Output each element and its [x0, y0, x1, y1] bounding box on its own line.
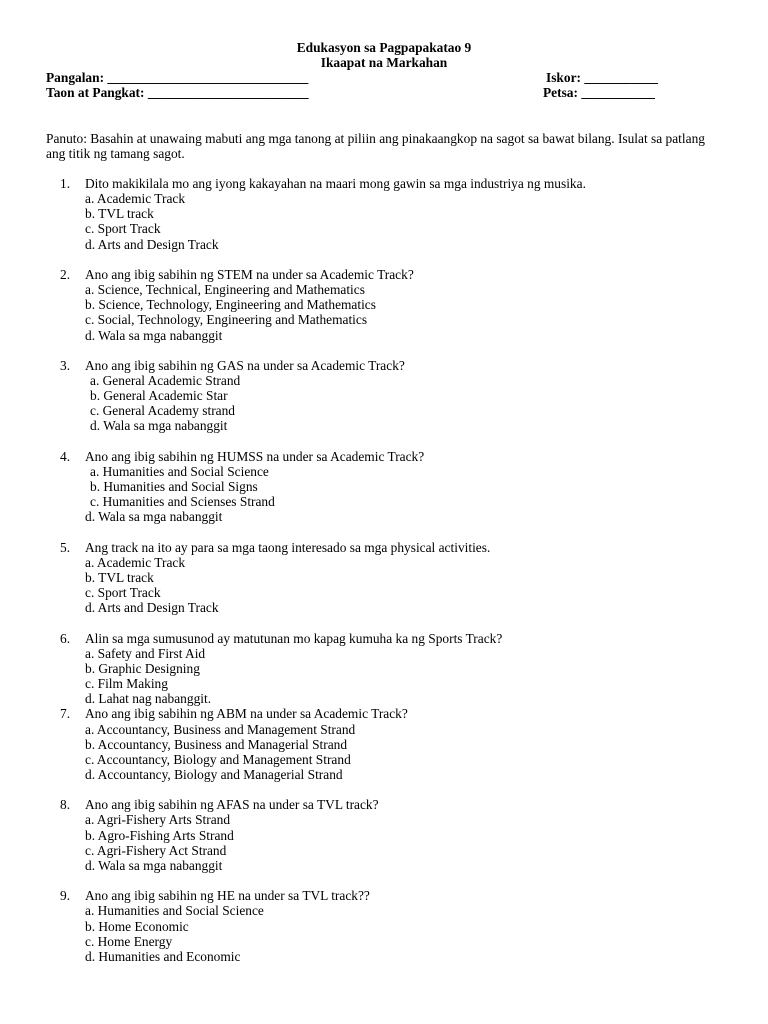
question-text: Ang track na ito ay para sa mga taong interesado sa mga physical activities.	[85, 539, 491, 555]
answer-option: d. Arts and Design Track	[85, 600, 219, 616]
answer-option: d. Lahat nag nabanggit.	[85, 691, 212, 707]
question-number: 1.	[60, 176, 71, 191]
answer-option: d. Wala sa mga nabanggit	[85, 509, 223, 525]
score-label: Iskor:	[546, 70, 581, 85]
section-blank: ________________________	[147, 85, 309, 100]
question-number: 7.	[60, 706, 71, 722]
question-number: 4.	[60, 448, 71, 464]
question-list	[60, 176, 740, 964]
answer-option: b. Agro-Fishing Arts Strand	[85, 827, 234, 843]
answer-option: a. Humanities and Social Science	[90, 463, 269, 479]
question-number: 2.	[60, 266, 71, 282]
section-line	[46, 85, 309, 100]
answer-option: b. Home Economic	[85, 918, 189, 934]
date-line	[543, 85, 655, 100]
question-item	[60, 797, 740, 873]
answer-option: c. Film Making	[85, 676, 168, 692]
question-text: Ano ang ibig sabihin ng ABM na under sa Academic Track?	[85, 706, 408, 722]
answer-option: c. Sport Track	[85, 585, 161, 601]
question-text: Dito makikilala mo ang iyong kakayahan na maari mong gawin sa mga industriya ng musika.	[85, 176, 586, 191]
answer-option: d. Arts and Design Track	[85, 236, 219, 252]
document-title: Edukasyon sa Pagpapakatao 9	[296, 40, 472, 55]
question-item	[60, 267, 740, 343]
question-text: Ano ang ibig sabihin ng AFAS na under sa TVL track?	[85, 797, 379, 813]
question-text: Ano ang ibig sabihin ng HE na under sa TVL track??	[85, 888, 370, 904]
answer-option: a. Safety and First Aid	[85, 645, 206, 661]
answer-option: a. Academic Track	[85, 191, 186, 207]
answer-option: c. Humanities and Scienses Strand	[90, 494, 275, 510]
answer-option: d. Wala sa mga nabanggit	[90, 418, 228, 434]
answer-option: c. Accountancy, Biology and Management Strand	[85, 751, 351, 767]
answer-option: d. Accountancy, Biology and Managerial Strand	[85, 767, 343, 783]
answer-option: a. Humanities and Social Science	[85, 903, 264, 919]
name-label: Pangalan:	[46, 70, 105, 85]
answer-option: b. TVL track	[85, 570, 154, 585]
question-number: 8.	[60, 797, 71, 813]
question-item	[60, 449, 740, 525]
name-blank: ______________________________	[107, 70, 309, 85]
answer-option: d. Wala sa mga nabanggit	[85, 327, 223, 343]
answer-option: c. Social, Technology, Engineering and Mathematics	[85, 312, 368, 328]
score-blank: ___________	[584, 70, 658, 85]
answer-option: d. Humanities and Economic	[85, 948, 241, 964]
question-text: Alin sa mga sumusunod ay matutunan mo kapag kumuha ka ng Sports Track?	[85, 630, 503, 646]
question-text: Ano ang ibig sabihin ng HUMSS na under sa Academic Track?	[85, 448, 425, 464]
answer-option: a. Academic Track	[85, 554, 186, 570]
instructions: Panuto: Basahin at unawaing mabuti ang mga tanong at piliin ang pinakaangkop na sagot sa bawat bilang. Isulat sa patlang ang titik ng tamang sagot.	[46, 131, 705, 162]
question-text: Ano ang ibig sabihin ng GAS na under sa Academic Track?	[85, 357, 405, 373]
answer-option: a. Science, Technical, Engineering and Mathematics	[85, 282, 365, 298]
answer-option: b. Science, Technology, Engineering and Mathematics	[85, 297, 376, 313]
question-item	[60, 706, 740, 782]
answer-option: c. Sport Track	[85, 221, 161, 237]
answer-option: a. Agri-Fishery Arts Strand	[85, 812, 231, 828]
score-line	[546, 70, 658, 85]
answer-option: d. Wala sa mga nabanggit	[85, 857, 223, 873]
question-number: 6.	[60, 630, 71, 646]
question-number: 5.	[60, 539, 71, 555]
question-item	[60, 888, 740, 964]
answer-option: a. Accountancy, Business and Management Strand	[85, 721, 356, 737]
date-blank: ___________	[581, 85, 655, 100]
name-line	[46, 70, 308, 85]
answer-option: c. Home Energy	[85, 933, 173, 949]
question-item	[60, 540, 740, 616]
question-number: 3.	[60, 357, 71, 373]
answer-option: c. Agri-Fishery Act Strand	[85, 842, 227, 858]
answer-option: b. Accountancy, Business and Managerial Strand	[85, 736, 348, 752]
answer-option: b. Humanities and Social Signs	[90, 479, 258, 495]
answer-option: b. General Academic Star	[90, 388, 228, 404]
question-text: Ano ang ibig sabihin ng STEM na under sa Academic Track?	[85, 266, 414, 282]
date-label: Petsa:	[543, 85, 578, 100]
section-label: Taon at Pangkat:	[46, 85, 145, 100]
question-item	[60, 358, 740, 434]
answer-option: b. Graphic Designing	[85, 660, 200, 676]
question-item	[60, 631, 740, 707]
answer-option: b. TVL track	[85, 206, 154, 222]
answer-option: c. General Academy strand	[90, 403, 236, 419]
answer-option: a. General Academic Strand	[90, 373, 241, 388]
document-subtitle: Ikaapat na Markahan	[320, 55, 448, 70]
question-number: 9.	[60, 888, 71, 904]
question-item	[60, 176, 740, 252]
